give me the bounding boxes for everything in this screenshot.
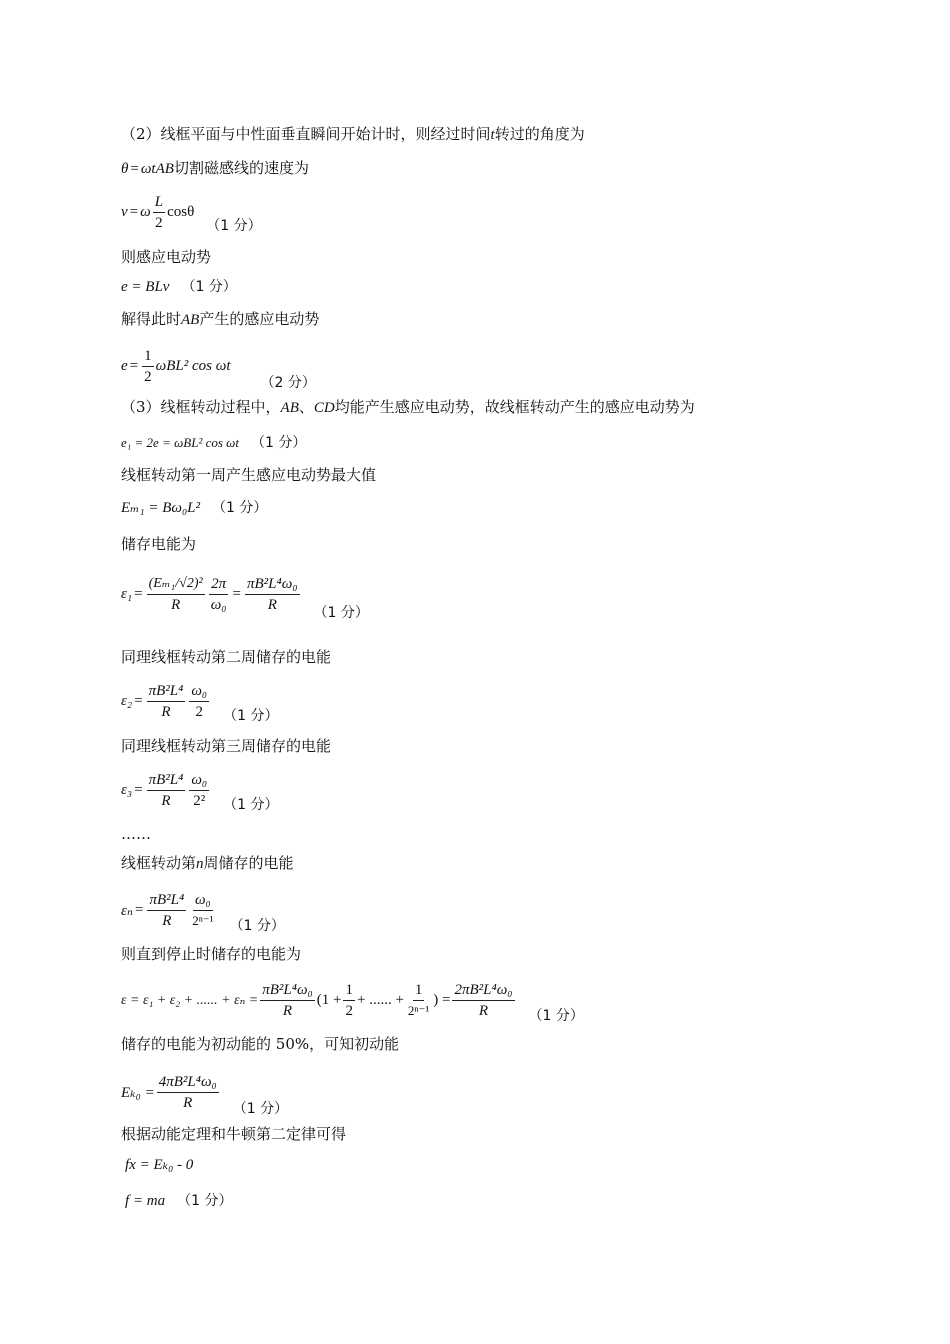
em1-line: [121, 497, 267, 518]
third-turn-text: 同理线框转动第三周储存的电能: [121, 737, 332, 755]
var-n: n: [196, 856, 204, 872]
eps3-fraction-a: $\frac{\text{πB²L⁴}}{R}$: [148, 771, 184, 809]
theta-rhs: ωt: [140, 161, 156, 177]
eps2-equation: ε₂ = $\frac{\text{πB²L⁴}}{R}$ $\frac{\text{ω₀}}{2}$ （1 分）: [121, 682, 279, 724]
part3-intro: [121, 397, 695, 418]
part3-intro-a: （3）线框转动过程中，: [121, 398, 281, 416]
emf-text: 则感应电动势: [121, 248, 212, 266]
fx-line: [125, 1154, 193, 1175]
e-half-tail: ωBL² cos ωt: [155, 357, 231, 374]
var-ab: AB: [181, 312, 200, 328]
ab-emf-post: 产生的感应电动势: [199, 310, 320, 328]
theta-line: θ = ωtAB切割磁感线的速度为: [121, 159, 309, 177]
sum-paren-open: (1 +: [316, 991, 342, 1008]
epsn-equation: εₙ = $\frac{\text{πB²L⁴}}{R}$ $\frac{\text{ω₀}}{\text{2ⁿ⁻¹}}$ （1 分）: [121, 891, 285, 934]
sum-frac: $\frac{\text{πB²L⁴ω₀}}{R}$: [262, 981, 313, 1019]
part2-intro-text: （2）线框平面与中性面垂直瞬间开始计时，则经过时间: [121, 125, 491, 143]
sum-lhs: ε = ε₁ + ε₂ + ...... + εₙ =: [121, 992, 259, 1008]
eps2-symbol: ε₂: [121, 692, 133, 709]
eps2-fraction-a: $\frac{\text{πB²L⁴}}{R}$: [148, 682, 184, 720]
ab-emf-pre: 解得此时: [121, 310, 182, 328]
sum-ellipsis: + ...... +: [356, 991, 404, 1008]
v-symbol: v: [121, 203, 128, 220]
eps3-equation: ε₃ = $\frac{\text{πB²L⁴}}{R}$ $\frac{\text{ω₀}}{\text{2²}}$ （1 分）: [121, 771, 279, 813]
em1-equation: Eₘ₁ = Bω₀L²: [121, 500, 201, 516]
sum-equation: [121, 975, 584, 1025]
omega-symbol: ω: [140, 203, 151, 220]
part3-intro-b: 均能产生感应电动势，故线框转动产生的感应电动势为: [334, 398, 695, 416]
score-badge: （1 分）: [232, 1101, 289, 1117]
ab-emf-line: [121, 309, 319, 330]
var-ab: AB: [280, 400, 299, 416]
var-t: t: [490, 127, 495, 143]
score-badge: （1 分）: [229, 918, 285, 934]
nth-post: 周储存的电能: [203, 854, 294, 872]
sum-result-frac: $\frac{\text{2πB²L⁴ω₀}}{R}$: [454, 981, 513, 1019]
v-equation: v = ω $\frac{L}{2}$ cosθ （1 分）: [121, 193, 262, 234]
cos-theta: cosθ: [167, 203, 195, 220]
eps1-2pi-fraction: $\frac{2\pi}{\text{ω₀}}$: [210, 575, 227, 613]
until-stop-text: 则直到停止时储存的电能为: [121, 945, 302, 963]
score-badge: （2 分）: [260, 375, 316, 391]
nth-pre: 线框转动第: [121, 854, 197, 872]
store-text: 储存电能为: [121, 535, 197, 553]
score-badge: （1 分）: [313, 605, 369, 621]
newton-text: 根据动能定理和牛顿第二定律可得: [121, 1125, 347, 1143]
half-energy-text: 储存的电能为初动能的 50%，可知初动能: [121, 1035, 400, 1053]
e-symbol: e: [121, 357, 128, 374]
e-bl-v-line: [121, 276, 237, 297]
sum-last-frac: $\frac{1}{\text{2ⁿ⁻¹}}$: [407, 981, 430, 1018]
eps2-fraction-b: $\frac{\text{ω₀}}{2}$: [191, 682, 208, 720]
part2-intro-end: 转过的角度为: [494, 125, 585, 143]
score-badge: （1 分）: [212, 500, 268, 516]
part2-intro: [121, 124, 585, 145]
nth-turn-line: [121, 853, 294, 874]
var-cd: CD: [313, 400, 335, 416]
sum-half-frac: $\frac{1}{2}$: [345, 981, 353, 1019]
epsn-fraction-a: $\frac{\text{πB²L⁴}}{R}$: [149, 891, 185, 929]
ek0-frac: $\frac{\text{4πB²L⁴ω₀}}{R}$: [158, 1073, 217, 1111]
eps3-fraction-b: $\frac{\text{ω₀}}{\text{2²}}$: [191, 771, 208, 809]
score-badge: （1 分）: [181, 279, 237, 295]
l-over-2-fraction: $\frac{L}{2}$: [154, 193, 164, 231]
eps3-symbol: ε₃: [121, 781, 133, 798]
epsn-fraction-b: $\frac{\text{ω₀}}{\text{2ⁿ⁻¹}}$: [192, 891, 214, 928]
score-badge: （1 分）: [206, 218, 262, 234]
ek0-lhs: Eₖ₀ =: [121, 1084, 155, 1101]
ek0-equation: [121, 1066, 288, 1118]
fx-equation: fx = Eₖ₀ - 0: [125, 1157, 194, 1173]
ab-speed-text: 切割磁感线的速度为: [173, 159, 309, 177]
epsn-symbol: εₙ: [121, 902, 133, 919]
first-max-text: 线框转动第一周产生感应电动势最大值: [121, 466, 377, 484]
half-fraction: $\frac{1}{2}$: [144, 347, 152, 385]
var-ab: AB: [155, 161, 174, 177]
sum-paren-close: ) =: [433, 991, 451, 1008]
score-badge: （1 分）: [223, 797, 279, 813]
separator: 、: [298, 398, 314, 416]
score-badge: （1 分）: [528, 1008, 584, 1024]
score-badge: （1 分）: [177, 1193, 233, 1209]
e1-line: [121, 432, 306, 453]
eps1-power-fraction: $\frac{\text{(Eₘ₁/√2)²}}{R}$: [148, 575, 203, 613]
f-ma-equation: f = ma: [125, 1193, 166, 1209]
eps1-result-fraction: $\frac{\text{πB²L⁴ω₀}}{R}$: [247, 575, 298, 613]
score-badge: （1 分）: [250, 435, 307, 451]
second-turn-text: 同理线框转动第二周储存的电能: [121, 648, 332, 666]
e-half-equation: e = $\frac{1}{2}$ ωBL² cos ωt （2 分）: [121, 347, 316, 391]
eps1-equation: ε₁ = $\frac{\text{(Eₘ₁/√2)²}}{R}$ $\frac{2\pi}{\text{ω₀}}$ = $\frac{\text{πB²L⁴ω₀}}{R}$ （1 分）: [121, 575, 369, 621]
score-badge: （1 分）: [223, 708, 279, 724]
e1-equation: e₁ = 2e = ωBL² cos ωt: [121, 435, 239, 450]
eps1-symbol: ε₁: [121, 585, 133, 602]
theta-symbol: θ: [121, 161, 129, 177]
f-ma-line: [125, 1190, 232, 1211]
e-equation: e = BLv: [121, 279, 170, 295]
ellipsis: ……: [121, 825, 151, 843]
